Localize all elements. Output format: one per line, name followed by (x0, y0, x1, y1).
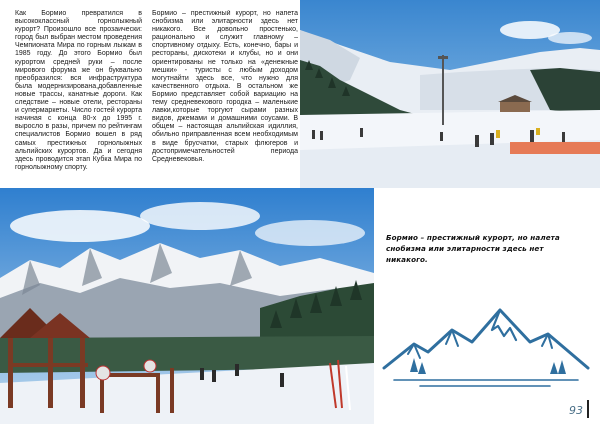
article-paragraph: Бормио – престижный курорт, но напета снобизма или элитарности здесь нет никакого. Все довольно простенько, рационально и служит главному – спортивному отдыху. Есть, конечно, бары и рестораны, дискотеки и клубы, но и они ориентированы не только на «денежные мешки» - туристы с любым доходом могутнайти здесь все, что нужно для качественного отдыха. В остальном же Бормио представляет собой вариацию на тему средневекового городка – маленькие лавки,которые торгуют сырами разных видов, джемами и домашними соусами. В общем – настоящая альпийская идиллия, обильно приправленная всем необходимым в виде брусчатки, старых флюгеров и достопримечательностей периода Средневековья. (152, 10, 298, 163)
alpine-panorama-photo (0, 188, 374, 424)
page-number: 93 (569, 404, 583, 417)
article-column-left (15, 10, 142, 188)
ski-slope-photo (300, 0, 600, 188)
mountain-logo-icon (380, 300, 592, 396)
page-number-divider (587, 400, 589, 418)
pull-quote: Бормио – престижный курорт, но налета снобизма или элитарности здесь нет никакого. (386, 233, 560, 264)
article-paragraph: Как Бормио превратился в высококлассный горнолыжный курорт? Произошло все прозаически: город был выбран местом проведения Чемпионата Мира по горным лыжам в 1985 году. До этого Бормио был курортом средней руки – после мирового форума же он буквально преобразился: вся инфраструктура была модернизирована,добавленные новые трассы, канатные дороги. Как следствие – новые отели, рестораны и супермаркеты. Число гостей курорта начиная с конца 80-х до 1995 г. выросло в разы, причем по рейтингам специалистов Бормио вошел в ряд самых престижных горнолыжных альпийских курортов. Да и сегодня здесь проводится этап Кубка Мира по горнолыжному спорту. (15, 10, 142, 171)
article-column-middle (152, 10, 298, 188)
